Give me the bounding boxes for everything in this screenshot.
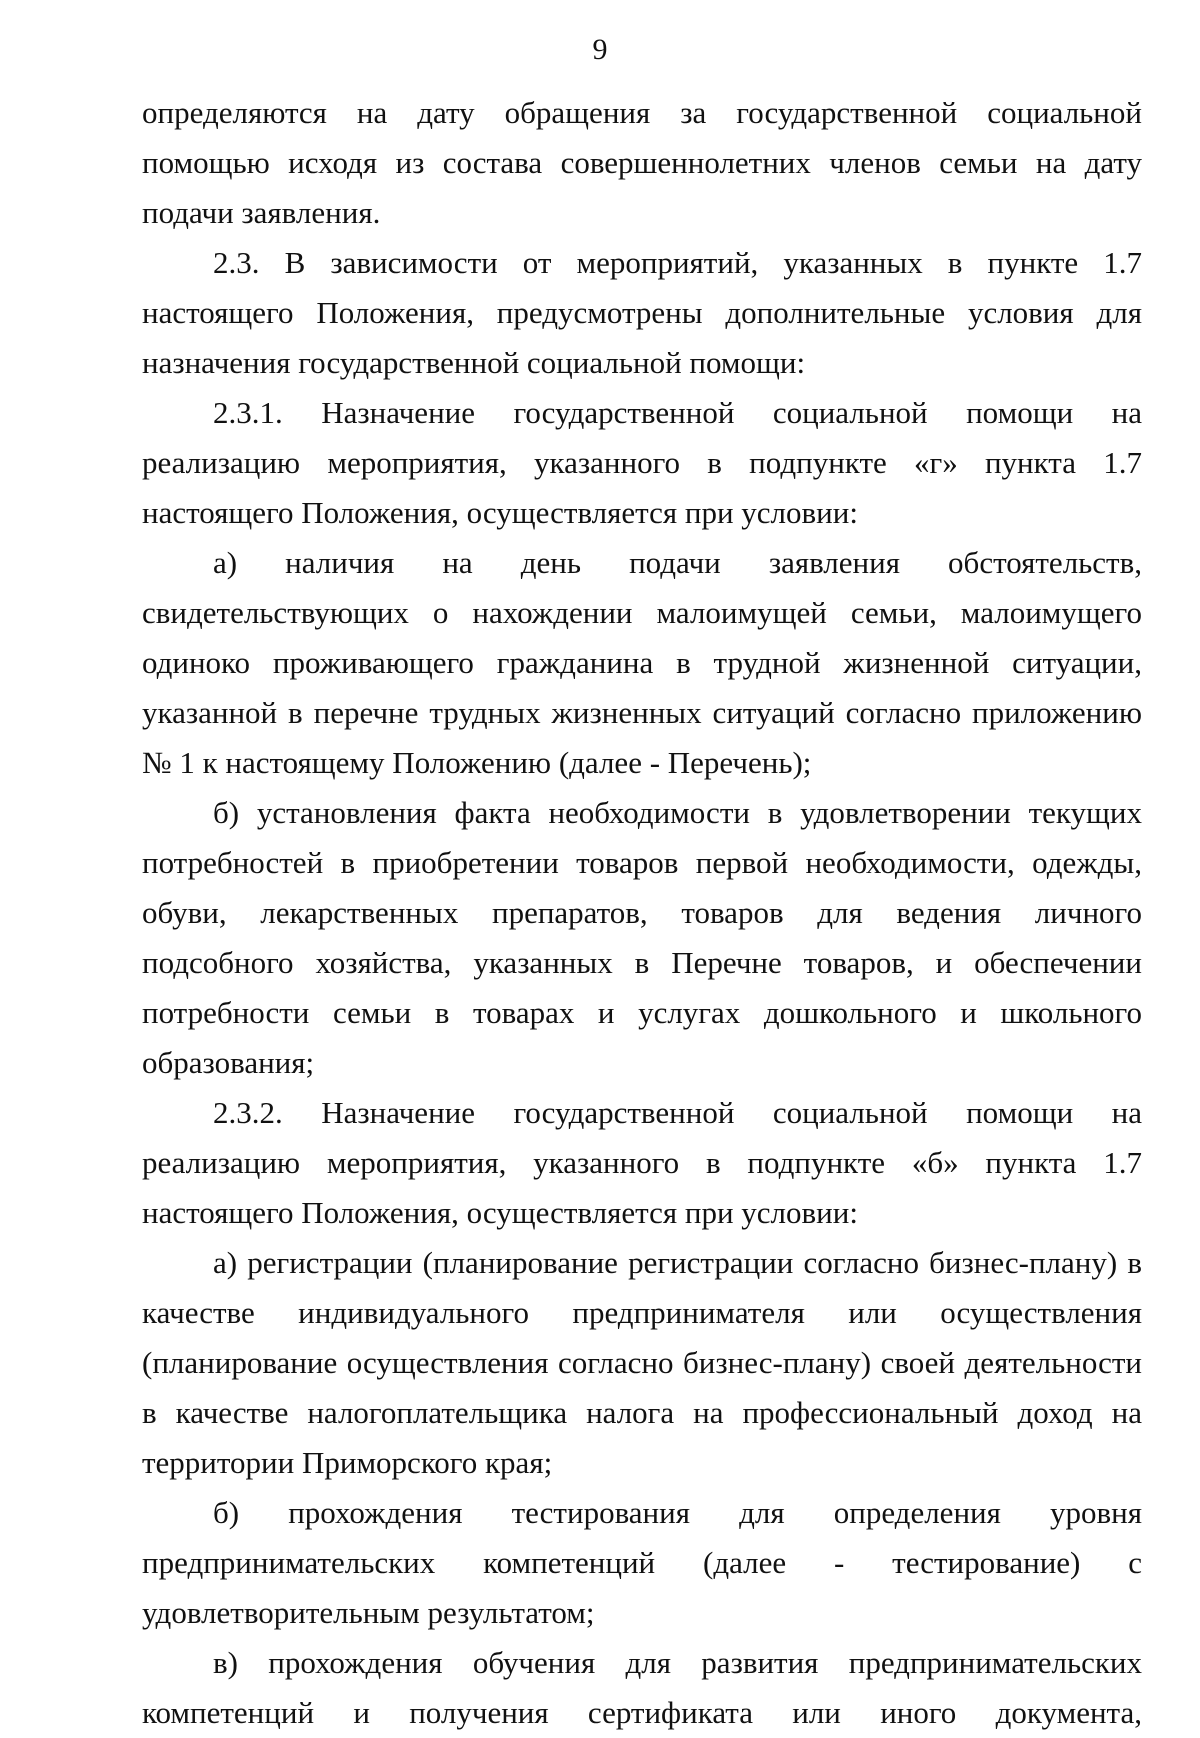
paragraph-2-3-2: 2.3.2. Назначение государственной социальной помощи на реализацию мероприятия, указанного в подпункте «б» пункта 1.7 настоящего Положения, осуществляется при условии: — [142, 1095, 1142, 1230]
document-body — [142, 88, 1142, 1738]
paragraph-2-3-1-b: б) установления факта необходимости в удовлетворении текущих потребностей в приобретении товаров первой необходимости, одежды, обуви, лекарственных препаратов, товаров для ведения личного подсобного хозяйства, указанных в Перечне товаров, и обеспечении потребности семьи в товарах и услугах дошкольного и школьного образования; — [142, 795, 1142, 1080]
page-number: 9 — [592, 33, 608, 66]
paragraph-2-3-2-v: в) прохождения обучения для развития предпринимательских компетенций и получения сертификата или иного документа, — [142, 1645, 1142, 1730]
paragraph-2-3-2-a: а) регистрации (планирование регистрации согласно бизнес-плану) в качестве индивидуального предпринимателя или осуществления (планирование осуществления согласно бизнес-плану) своей деятельности в качестве налогоплательщика налога на профессиональный доход на территории Приморского края; — [142, 1245, 1142, 1480]
paragraph-2-3-2-b: б) прохождения тестирования для определения уровня предпринимательских компетенций (далее - тестирование) с удовлетворительным результатом; — [142, 1495, 1142, 1630]
paragraph-2-3: 2.3. В зависимости от мероприятий, указанных в пункте 1.7 настоящего Положения, предусмотрены дополнительные условия для назначения государственной социальной помощи: — [142, 245, 1142, 380]
paragraph-2-3-1: 2.3.1. Назначение государственной социальной помощи на реализацию мероприятия, указанного в подпункте «г» пункта 1.7 настоящего Положения, осуществляется при условии: — [142, 395, 1142, 530]
paragraph-2-3-1-a: а) наличия на день подачи заявления обстоятельств, свидетельствующих о нахождении малоимущей семьи, малоимущего одиноко проживающего гражданина в трудной жизненной ситуации, указанной в перечне трудных жизненных ситуаций согласно приложению № 1 к настоящему Положению (далее - Перечень); — [142, 545, 1142, 780]
paragraph-continuation: определяются на дату обращения за государственной социальной помощью исходя из состава совершеннолетних членов семьи на дату подачи заявления. — [142, 95, 1142, 230]
